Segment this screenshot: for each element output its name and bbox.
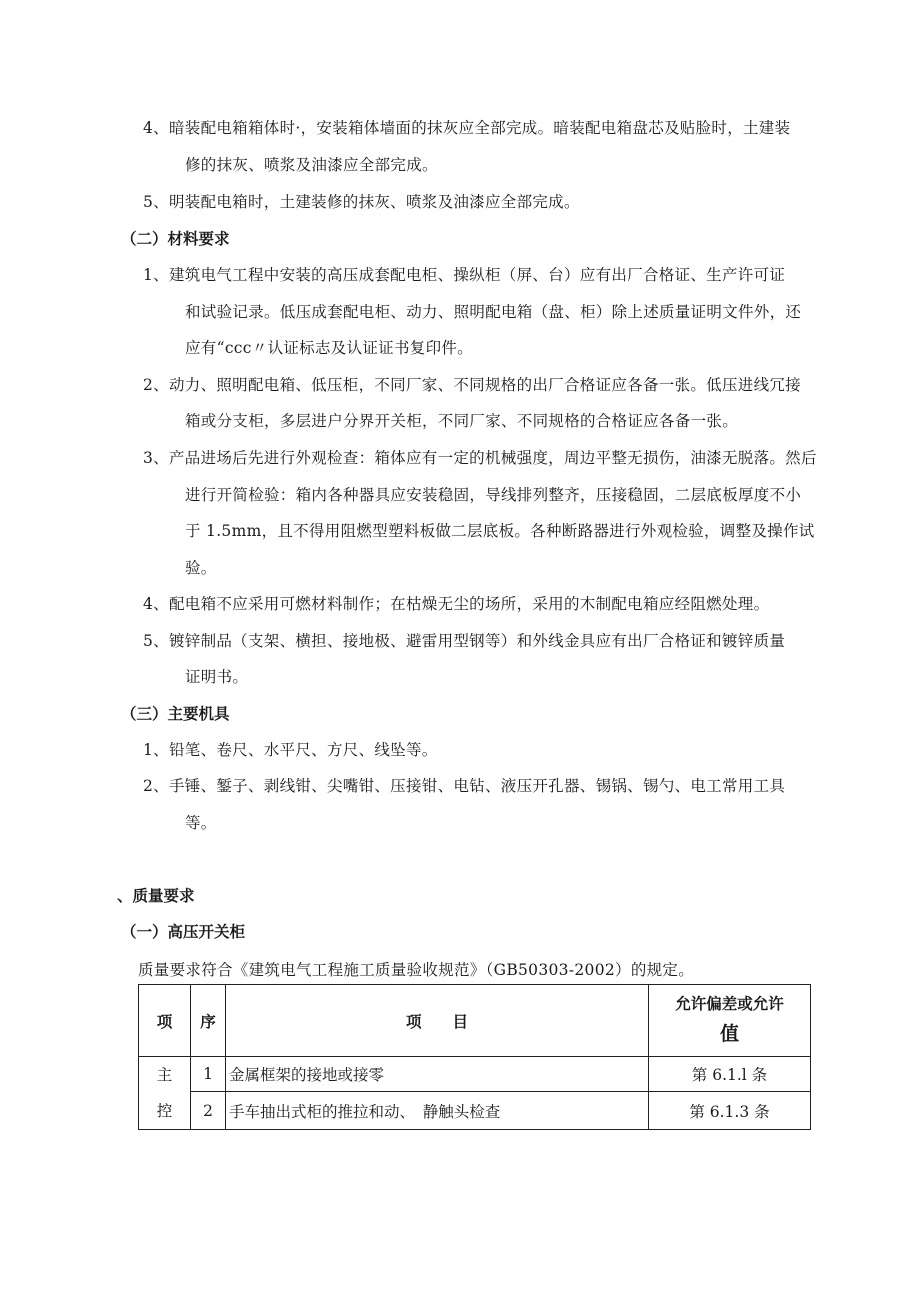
list-item-continuation: 进行开简检验：箱内各种器具应安装稳固，导线排列整齐，压接稳固，二层底板厚度不小	[185, 486, 802, 504]
category-cell: 主 控	[139, 1057, 191, 1130]
header-tolerance: 允许偏差或允许 值	[649, 985, 811, 1057]
list-item: 4、暗装配电箱箱体时·，安装箱体墙面的抹灰应全部完成。暗装配电箱盘芯及贴脸时，土建装	[143, 119, 791, 137]
list-item: 1、铅笔、卷尺、水平尺、方尺、线坠等。	[143, 741, 438, 759]
seq-cell: 2	[191, 1092, 226, 1130]
table-row	[139, 1092, 811, 1130]
item-cell: 手车抽出式柜的推拉和动、 静触头检查	[226, 1092, 649, 1130]
list-item-continuation: 于 1.5mm，且不得用阻燃型塑料板做二层底板。各种断路器进行外观检验，调整及操作试	[185, 522, 815, 540]
list-item: 2、手锤、錾子、剥线钳、尖嘴钳、压接钳、电钻、液压开孔器、锡锅、锡勺、电工常用工具	[143, 777, 786, 795]
list-item-continuation: 修的抹灰、喷浆及油漆应全部完成。	[185, 156, 438, 174]
tolerance-cell: 第 6.1.3 条	[649, 1092, 811, 1130]
item-cell: 金属框架的接地或接零	[226, 1057, 649, 1092]
table-row	[139, 1057, 811, 1092]
header-category: 项	[139, 985, 191, 1057]
list-item: 1、建筑电气工程中安装的高压成套配电柜、操纵柜（屏、台）应有出厂合格证、生产许可证	[143, 266, 786, 284]
tolerance-cell: 第 6.1.l 条	[649, 1057, 811, 1092]
list-item-continuation: 证明书。	[185, 668, 249, 686]
list-item: 3、产品进场后先进行外观检查：箱体应有一定的机械强度，周边平整无损伤，油漆无脱落。然后	[143, 449, 817, 467]
list-item-continuation: 等。	[185, 814, 217, 832]
list-item: 5、明装配电箱时，土建装修的抹灰、喷浆及油漆应全部完成。	[143, 193, 580, 211]
list-item-continuation: 和试验记录。低压成套配电柜、动力、照明配电箱（盘、柜）除上述质量证明文件外，还	[185, 303, 802, 321]
quality-intro: 质量要求符合《建筑电气工程施工质量验收规范》（GB50303-2002）的规定。	[138, 961, 695, 979]
table-header-row	[139, 985, 811, 1057]
list-item: 5、镀锌制品（支架、横担、接地极、避雷用型钢等）和外线金具应有出厂合格证和镀锌质量	[143, 632, 786, 650]
header-item: 项 目	[226, 985, 649, 1057]
quality-table	[138, 984, 811, 1130]
header-seq: 序	[191, 985, 226, 1057]
section-heading-tools: （三）主要机具	[121, 705, 230, 723]
section-heading-hv-switchgear: （一）高压开关柜	[121, 923, 246, 941]
section-heading-materials: （二）材料要求	[121, 230, 230, 248]
section-heading-quality: 、质量要求	[117, 887, 195, 905]
list-item-continuation: 应有“ccc〃认证标志及认证证书复印件。	[185, 339, 473, 357]
list-item: 2、动力、照明配电箱、低压柜，不同厂家、不同规格的出厂合格证应各备一张。低压进线冗接	[143, 376, 801, 394]
list-item: 4、配电箱不应采用可燃材料制作；在枯燥无尘的场所，采用的木制配电箱应经阻燃处理。	[143, 595, 770, 613]
list-item-continuation: 验。	[185, 559, 217, 577]
list-item-continuation: 箱或分支柜，多层进户分界开关柜，不同厂家、不同规格的合格证应各备一张。	[185, 412, 739, 430]
seq-cell: 1	[191, 1057, 226, 1092]
